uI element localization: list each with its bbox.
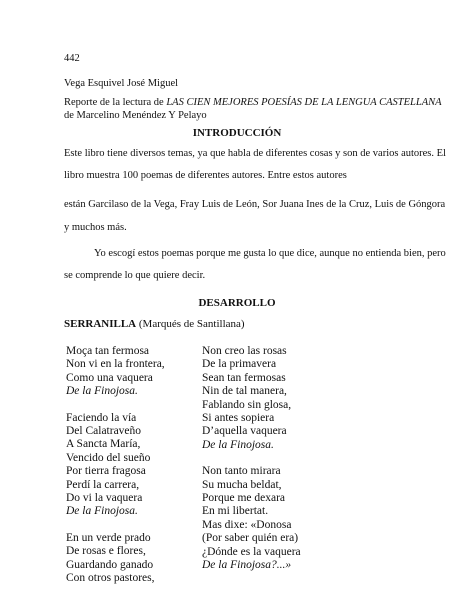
intro-line: y muchos más. [64, 222, 127, 233]
verse: Si antes sopiera [202, 412, 275, 425]
intro-line: están Garcilaso de la Vega, Fray Luis de León, Sor Juana Ines de la Cruz, Luis de Góngora [64, 199, 446, 210]
verse: Su mucha beldat, [202, 478, 282, 491]
development-heading: DESARROLLO [198, 297, 276, 309]
report-editor: de Marcelino Menéndez Y Pelayo [64, 110, 207, 121]
verse: Sean tan fermosas [202, 371, 286, 384]
intro-line: libro muestra 100 poemas de diferentes autores. Entre estos autores [64, 170, 347, 181]
verse: Por tierra fragosa [66, 465, 146, 478]
book-title: LAS CIEN MEJORES POESÍAS DE LA LENGUA CASTELLANA [166, 97, 442, 108]
verse: Non tanto mirara [202, 465, 281, 478]
intro-line: Yo escogí estos poemas porque me gusta lo que dice, aunque no entienda bien, pero [94, 248, 446, 259]
intro-line: se comprende lo que quiere decir. [64, 270, 206, 281]
verse: Guardando ganado [66, 558, 154, 571]
verse: Do vi la vaquera [66, 492, 143, 505]
verse: D’aquella vaquera [202, 425, 287, 438]
verse: Vencido del sueño [66, 451, 151, 464]
report-title-line [64, 96, 442, 109]
verse: (Por saber quién era) [202, 532, 299, 545]
verse: A Sancta María, [66, 438, 141, 451]
stanza [66, 412, 165, 519]
verse: Perdí la carrera, [66, 478, 140, 491]
verse: Moça tan fermosa [66, 345, 150, 357]
stanza [202, 465, 301, 572]
introduction-heading: INTRODUCCIÓN [192, 127, 282, 139]
report-prefix: Reporte de la lectura de [64, 97, 167, 108]
verse: Fablando sin glosa, [202, 398, 292, 411]
verse: De la Finojosa?...» [202, 559, 292, 572]
poem-title: SERRANILLA [64, 318, 137, 330]
stanza [202, 345, 301, 452]
verse: Non vi en la frontera, [66, 358, 165, 371]
poem-author: (Marqués de Santillana) [136, 318, 245, 330]
verse: ¿Dónde es la vaquera [202, 545, 301, 558]
verse: Nin de tal manera, [202, 385, 287, 398]
verse: Porque me dexara [202, 492, 286, 505]
poem-heading [64, 318, 245, 331]
stanza [66, 532, 165, 586]
author-name: Vega Esquivel José Miguel [64, 78, 179, 89]
stanza [66, 345, 165, 399]
verse: Como una vaquera [66, 371, 153, 384]
verse: En un verde prado [66, 531, 151, 544]
verse: Mas dixe: «Donosa [202, 518, 292, 531]
verse: En mi libertat. [202, 505, 269, 518]
verse: De la primavera [202, 358, 277, 371]
verse: De la Finojosa. [66, 505, 138, 518]
verse: Con otros pastores, [66, 572, 155, 585]
verse: De la Finojosa. [66, 385, 138, 398]
verse: De la Finojosa. [202, 438, 274, 451]
verse: De rosas e flores, [66, 545, 146, 558]
verse: Del Calatraveño [66, 425, 142, 438]
poem-right-column [202, 345, 301, 573]
poem-left-column [66, 345, 165, 586]
page-number: 442 [64, 53, 80, 64]
verse: Non creo las rosas [202, 345, 287, 357]
intro-line: Este libro tiene diversos temas, ya que habla de diferentes cosas y son de varios autores. El [64, 148, 446, 159]
verse: Faciendo la vía [66, 411, 137, 424]
